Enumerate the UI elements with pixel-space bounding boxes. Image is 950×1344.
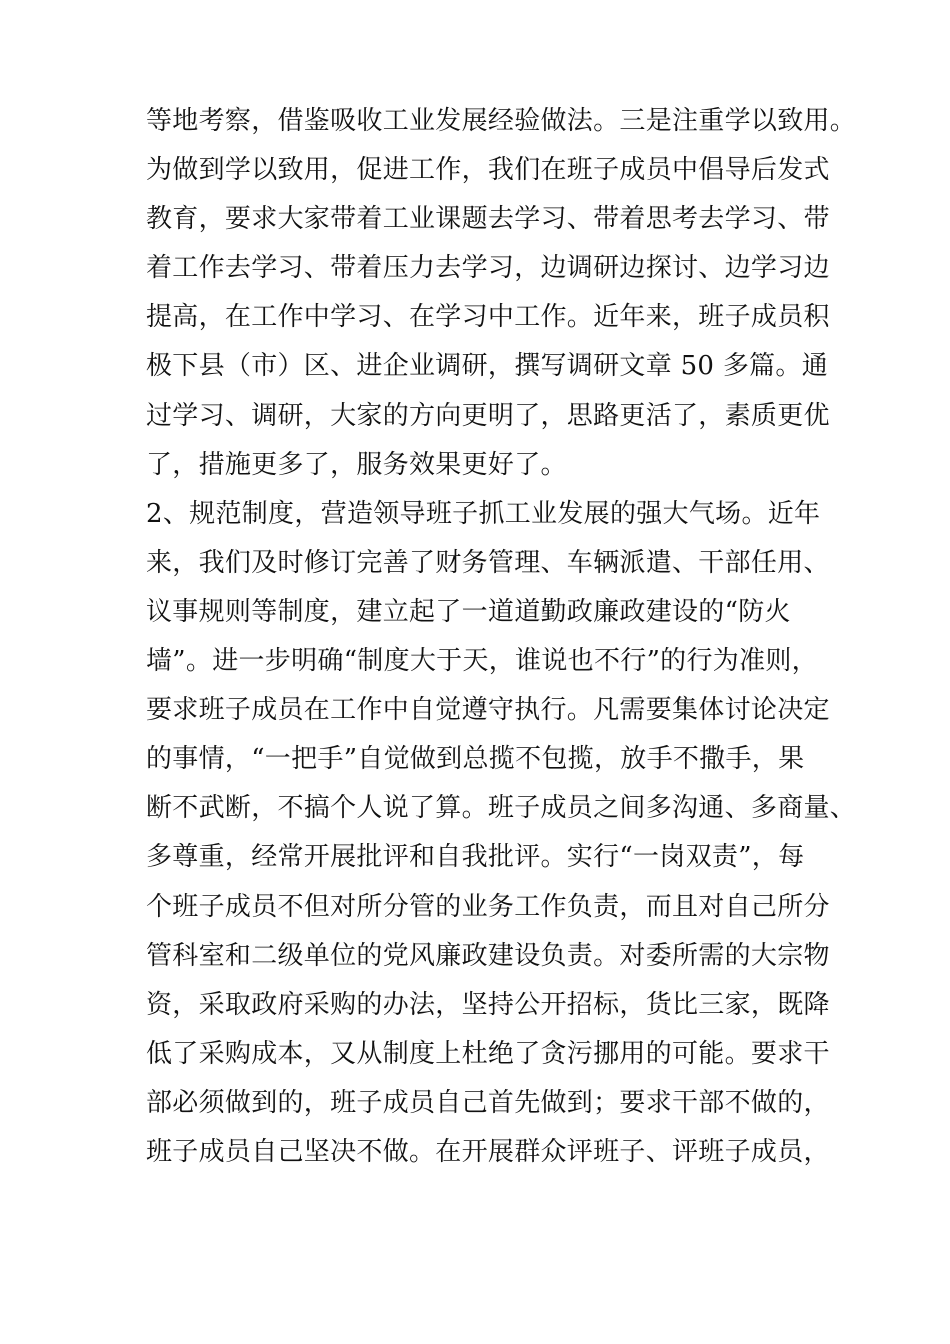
- text-line: 资，采取政府采购的办法，坚持公开招标，货比三家，既降: [146, 989, 830, 1020]
- text-line: 多尊重，经常开展批评和自我批评。实行“一岗双责”，每: [146, 842, 805, 873]
- text-line: 部必须做到的，班子成员自己首先做到；要求干部不做的，: [146, 1087, 830, 1118]
- text-line: 个班子成员不但对所分管的业务工作负责，而且对自己所分: [146, 891, 830, 922]
- text-line: 要求班子成员在工作中自觉遵守执行。凡需要集体讨论决定: [146, 695, 830, 726]
- text-line: 断不武断，不搞个人说了算。班子成员之间多沟通、多商量、: [146, 793, 857, 824]
- text-line: 提高，在工作中学习、在学习中工作。近年来，班子成员积: [146, 302, 830, 333]
- section-2-heading-line: 2、规范制度，营造领导班子抓工业发展的强大气场。近年: [146, 498, 821, 529]
- text-line: 来，我们及时修订完善了财务管理、车辆派遣、干部任用、: [146, 547, 830, 578]
- text-line: 教育，要求大家带着工业课题去学习、带着思考去学习、带: [146, 204, 830, 235]
- text-line: 过学习、调研，大家的方向更明了，思路更活了，素质更优: [146, 400, 830, 431]
- text-line: 管科室和二级单位的党风廉政建设负责。对委所需的大宗物: [146, 940, 830, 971]
- text-line: 低了采购成本，又从制度上杜绝了贪污挪用的可能。要求干: [146, 1038, 830, 1069]
- text-line: 的事情，“一把手”自觉做到总揽不包揽，放手不撒手，果: [146, 744, 805, 775]
- body-text: [146, 97, 857, 1177]
- text-line: 极下县（市）区、进企业调研，撰写调研文章 50 多篇。通: [146, 351, 829, 382]
- text-line: 等地考察，借鉴吸收工业发展经验做法。三是注重学以致用。: [146, 106, 857, 136]
- text-line: 议事规则等制度，建立起了一道道勤政廉政建设的“防火: [146, 596, 791, 627]
- text-line: 墙”。进一步明确“制度大于天，谁说也不行”的行为准则，: [146, 646, 818, 677]
- text-line: 为做到学以致用，促进工作，我们在班子成员中倡导后发式: [146, 155, 830, 186]
- text-line: 着工作去学习、带着压力去学习，边调研边探讨、边学习边: [146, 253, 830, 284]
- text-line: 班子成员自己坚决不做。在开展群众评班子、评班子成员，: [146, 1136, 830, 1167]
- text-line: 了，措施更多了，服务效果更好了。: [146, 449, 567, 480]
